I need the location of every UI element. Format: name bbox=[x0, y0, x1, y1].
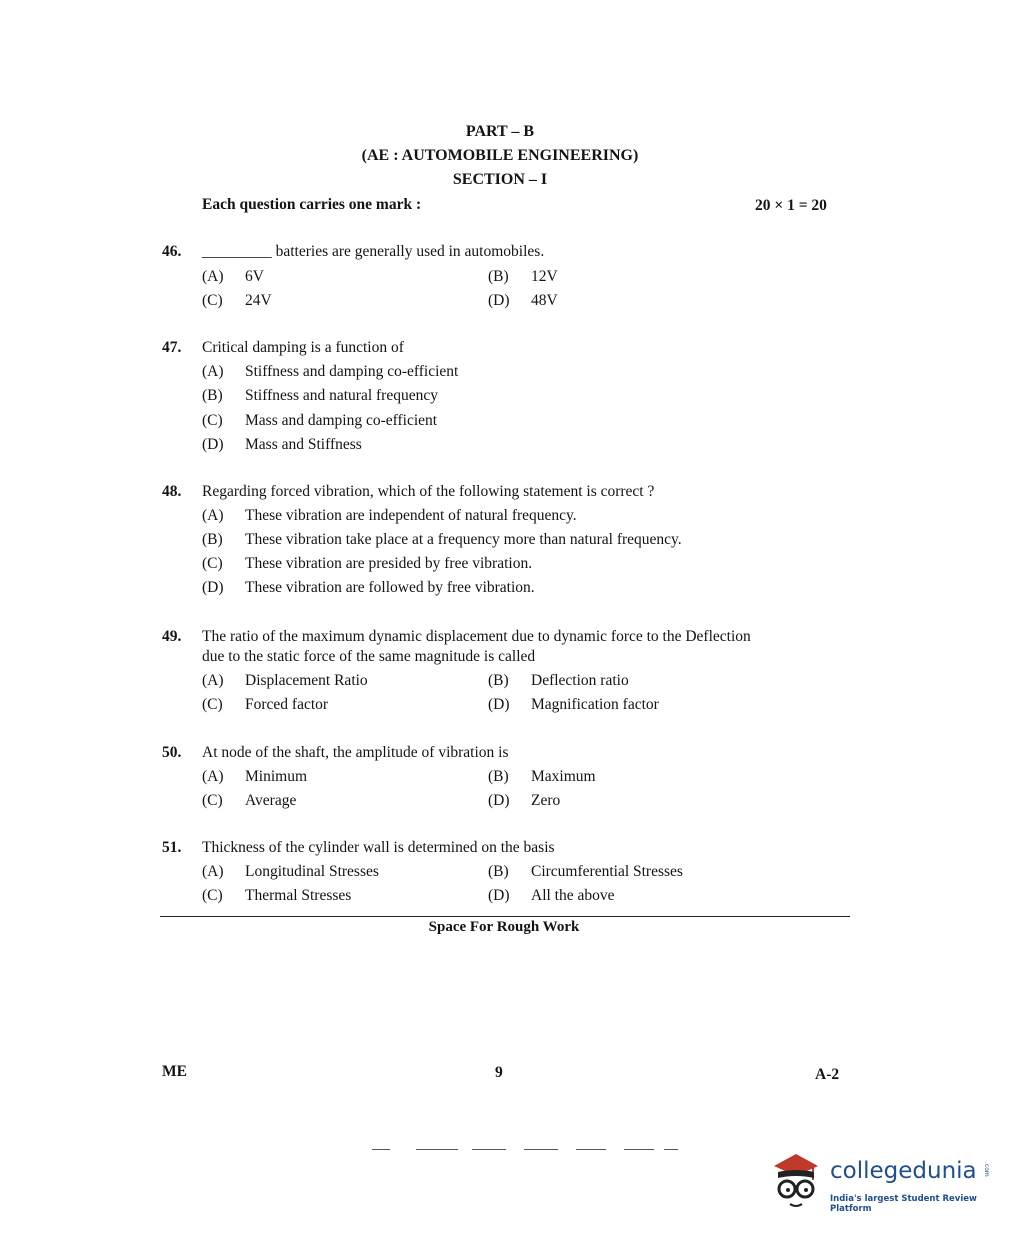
option-d: (D) Magnification factor bbox=[488, 696, 659, 713]
scan-mark bbox=[416, 1149, 458, 1150]
question-number: 46. bbox=[162, 243, 182, 260]
mascot-icon bbox=[768, 1148, 830, 1214]
option-b: (B) Deflection ratio bbox=[488, 672, 629, 689]
option-a: (A) Minimum bbox=[202, 768, 308, 785]
section-divider bbox=[160, 916, 850, 917]
question-number: 48. bbox=[162, 483, 182, 500]
question-text: Regarding forced vibration, which of the following statement is correct ? bbox=[202, 483, 655, 500]
answer-blank: _________ bbox=[202, 243, 272, 260]
part-heading: PART – B bbox=[465, 123, 535, 140]
option-d: (D) These vibration are followed by free vibration. bbox=[202, 579, 535, 596]
question-number: 47. bbox=[162, 339, 182, 356]
option-a: (A) 6V bbox=[202, 268, 264, 285]
question-text bbox=[202, 243, 544, 261]
scan-mark bbox=[576, 1149, 606, 1150]
question-text-line-2: due to the static force of the same magnitude is called bbox=[202, 648, 536, 665]
logo-tagline: India's largest Student Review Platform bbox=[830, 1194, 977, 1214]
option-a: (A) Stiffness and damping co-efficient bbox=[202, 363, 459, 380]
question-text-line-1: The ratio of the maximum dynamic displacement due to dynamic force to the Deflection bbox=[202, 628, 751, 645]
question-text-tail: batteries are generally used in automobiles. bbox=[275, 243, 545, 260]
section-heading: SECTION – I bbox=[452, 171, 548, 188]
logo-brand: collegedunia bbox=[830, 1158, 977, 1184]
option-c: (C) 24V bbox=[202, 292, 272, 309]
subject-heading: (AE : AUTOMOBILE ENGINEERING) bbox=[361, 147, 639, 164]
marks-text: 20 × 1 = 20 bbox=[755, 197, 827, 214]
scan-mark bbox=[624, 1149, 654, 1150]
question-number: 49. bbox=[162, 628, 182, 645]
rough-work-label: Space For Rough Work bbox=[428, 919, 580, 935]
option-a: (A) These vibration are independent of natural frequency. bbox=[202, 507, 577, 524]
question-text: Critical damping is a function of bbox=[202, 339, 404, 356]
scan-mark bbox=[472, 1149, 506, 1150]
question-number: 51. bbox=[162, 839, 182, 856]
question-text: Thickness of the cylinder wall is determined on the basis bbox=[202, 839, 555, 856]
footer-left: ME bbox=[162, 1063, 187, 1080]
question-number: 50. bbox=[162, 744, 182, 761]
option-a: (A) Longitudinal Stresses bbox=[202, 863, 379, 880]
option-b: (B) These vibration take place at a frequency more than natural frequency. bbox=[202, 531, 682, 548]
page-number: 9 bbox=[495, 1064, 503, 1081]
option-c: (C) Forced factor bbox=[202, 696, 329, 713]
option-d: (D) Zero bbox=[488, 792, 561, 809]
option-b: (B) Maximum bbox=[488, 768, 596, 785]
scan-mark bbox=[664, 1149, 678, 1150]
option-c: (C) These vibration are presided by free vibration. bbox=[202, 555, 533, 572]
footer-right: A-2 bbox=[815, 1066, 840, 1083]
option-c: (C) Thermal Stresses bbox=[202, 887, 352, 904]
option-a: (A) Displacement Ratio bbox=[202, 672, 368, 689]
question-text: At node of the shaft, the amplitude of vibration is bbox=[202, 744, 509, 761]
collegedunia-logo bbox=[768, 1148, 998, 1214]
scan-mark bbox=[524, 1149, 558, 1150]
option-b: (B) Circumferential Stresses bbox=[488, 863, 683, 880]
option-b: (B) 12V bbox=[488, 268, 558, 285]
option-d: (D) 48V bbox=[488, 292, 558, 309]
instruction-text: Each question carries one mark : bbox=[202, 196, 422, 213]
option-d: (D) Mass and Stiffness bbox=[202, 436, 362, 453]
option-b: (B) Stiffness and natural frequency bbox=[202, 387, 438, 404]
option-c: (C) Mass and damping co-efficient bbox=[202, 412, 438, 429]
option-d: (D) All the above bbox=[488, 887, 615, 904]
option-c: (C) Average bbox=[202, 792, 297, 809]
logo-domain: .com bbox=[983, 1162, 990, 1177]
scan-mark bbox=[372, 1149, 390, 1150]
